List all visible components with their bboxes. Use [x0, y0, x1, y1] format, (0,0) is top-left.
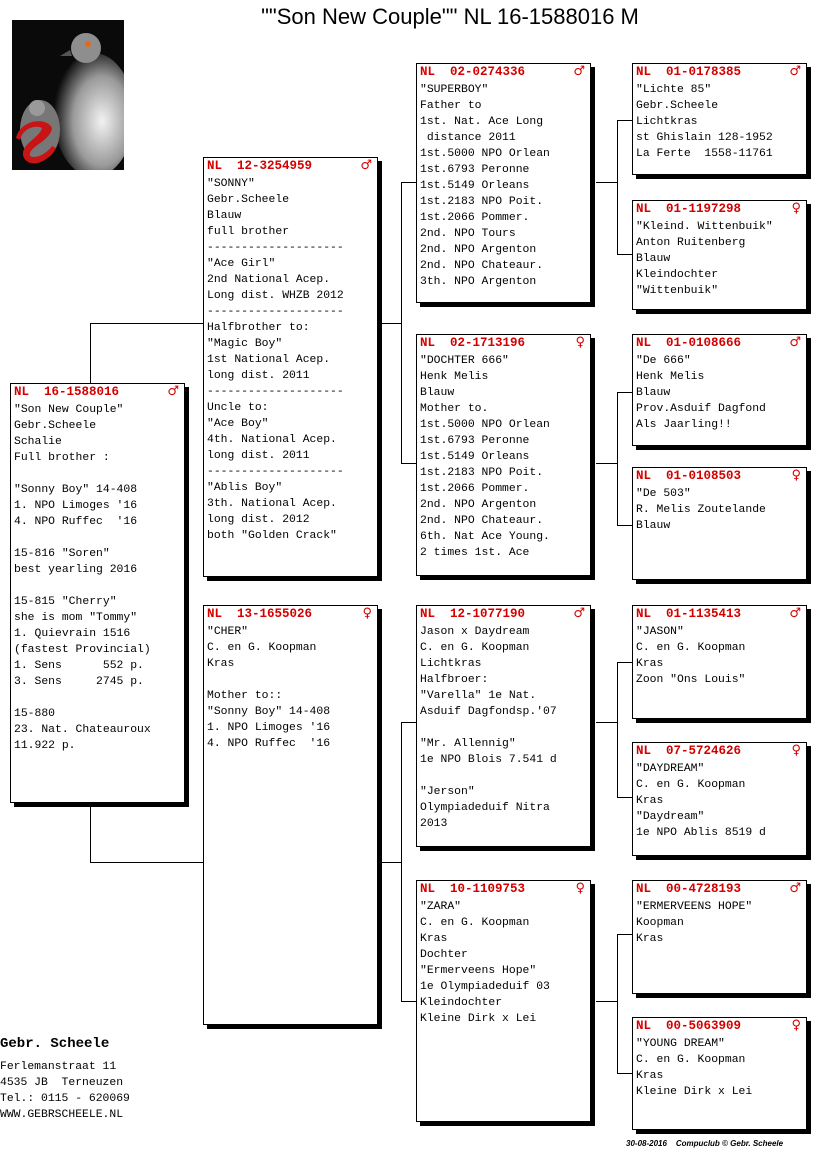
- info-line: Zoon "Ons Louis": [636, 674, 746, 686]
- info-line: 1st.6793 Peronne: [420, 164, 530, 176]
- info-line: [420, 720, 590, 736]
- ring-number: NL 10-1109753: [420, 882, 526, 896]
- info-line: 1st.5000 NPO Orlean: [420, 148, 550, 160]
- info-line: both "Golden Crack": [207, 530, 337, 542]
- info-line: 2nd. NPO Chateaur.: [420, 260, 544, 272]
- info-line: 4. NPO Ruffec '16: [14, 516, 138, 528]
- connector-line: [617, 1073, 633, 1074]
- male-icon: ♂: [789, 606, 801, 621]
- connector-line: [90, 323, 91, 383]
- connector-line: [380, 323, 401, 324]
- ring-number: NL 13-1655026: [207, 607, 313, 621]
- breeder-address: Ferlemanstraat 11: [0, 1061, 117, 1073]
- info-line: 1e NPO Ablis 8519 d: [636, 827, 766, 839]
- info-line: 6th. Nat Ace Young.: [420, 531, 550, 543]
- pigeon-card-mf-mother: [632, 742, 807, 856]
- pigeon-card-ff-mother: [632, 200, 807, 310]
- ring-number: NL 00-4728193: [636, 882, 742, 896]
- info-line: distance 2011: [420, 132, 516, 144]
- info-line: "De 666": [636, 355, 691, 367]
- info-line: "Lichte 85": [636, 84, 712, 96]
- info-line: (fastest Provincial): [14, 644, 151, 656]
- info-line: 1st.2066 Pommer.: [420, 212, 530, 224]
- connector-line: [596, 463, 617, 464]
- info-line: "ERMERVEENS HOPE": [636, 901, 753, 913]
- connector-line: [617, 797, 633, 798]
- connector-line: [90, 862, 204, 863]
- info-line: [14, 578, 184, 594]
- info-line: Kras: [420, 933, 448, 945]
- info-line: "Daydream": [636, 811, 705, 823]
- pigeon-card-father-father: [416, 63, 591, 303]
- info-line: Blauw: [207, 210, 242, 222]
- info-line: Kras: [207, 658, 235, 670]
- info-line: 3th. National Acep.: [207, 498, 337, 510]
- info-line: "Wittenbuik": [636, 285, 719, 297]
- info-line: Uncle to:: [207, 402, 269, 414]
- pigeon-info: [11, 400, 184, 754]
- breeder-phone: Tel.: 0115 - 620069: [0, 1093, 130, 1105]
- pigeon-info: [417, 80, 590, 290]
- pigeon-info: [633, 484, 806, 534]
- connector-line: [401, 182, 402, 464]
- pigeon-info: [417, 351, 590, 561]
- connector-line: [596, 1001, 617, 1002]
- info-line: 15-880: [14, 708, 56, 720]
- connector-line: [617, 120, 633, 121]
- info-line: 2nd. NPO Argenton: [420, 244, 537, 256]
- info-line: C. en G. Koopman: [420, 642, 530, 654]
- ring-number: NL 01-1135413: [636, 607, 742, 621]
- female-icon: ♀: [791, 201, 801, 216]
- info-line: "Jerson": [420, 786, 475, 798]
- pigeon-info: [633, 80, 806, 162]
- info-line: Dochter: [420, 949, 468, 961]
- info-line: 15-816 "Soren": [14, 548, 110, 560]
- info-line: Kleine Dirk x Lei: [636, 1086, 753, 1098]
- info-line: 1st.5149 Orleans: [420, 451, 530, 463]
- info-line: [207, 672, 377, 688]
- info-line: Prov.Asduif Dagfond: [636, 403, 766, 415]
- connector-line: [596, 182, 617, 183]
- info-line: 15-815 "Cherry": [14, 596, 117, 608]
- connector-line: [617, 254, 633, 255]
- info-line: [14, 466, 184, 482]
- info-line: 4. NPO Ruffec '16: [207, 738, 331, 750]
- info-line: 1st.2183 NPO Poit.: [420, 467, 544, 479]
- pigeon-card-mf-father: [632, 605, 807, 719]
- pigeon-info: [633, 622, 806, 688]
- info-line: 2nd. NPO Argenton: [420, 499, 537, 511]
- male-icon: ♂: [789, 335, 801, 350]
- info-line: Jason x Daydream: [420, 626, 530, 638]
- info-line: C. en G. Koopman: [636, 1054, 746, 1066]
- connector-line: [401, 1001, 417, 1002]
- ring-number: NL 01-0178385: [636, 65, 742, 79]
- female-icon: ♀: [575, 335, 585, 350]
- info-line: Mother to::: [207, 690, 283, 702]
- female-icon: ♀: [791, 468, 801, 483]
- info-line: 1e Olympiadeduif 03: [420, 981, 550, 993]
- info-line: 2nd. NPO Chateaur.: [420, 515, 544, 527]
- info-line: "Ermerveens Hope": [420, 965, 537, 977]
- pigeon-card-mm-father: [632, 880, 807, 994]
- info-line: "SUPERBOY": [420, 84, 489, 96]
- info-line: "Varella" 1e Nat.: [420, 690, 537, 702]
- info-line: C. en G. Koopman: [636, 779, 746, 791]
- pigeon-logo: [12, 20, 124, 170]
- male-icon: ♂: [573, 606, 585, 621]
- female-icon: ♀: [791, 743, 801, 758]
- breeder-city: 4535 JB Terneuzen: [0, 1077, 124, 1089]
- info-line: "ZARA": [420, 901, 462, 913]
- info-line: Kras: [636, 1070, 664, 1082]
- pigeon-card-fm-mother: [632, 467, 807, 580]
- connector-line: [401, 722, 402, 1002]
- male-icon: ♂: [789, 64, 801, 79]
- male-icon: ♂: [360, 158, 372, 173]
- info-line: Mother to.: [420, 403, 489, 415]
- info-line: 1. Sens 552 p.: [14, 660, 144, 672]
- pigeon-card-main: [10, 383, 185, 803]
- male-icon: ♂: [789, 881, 801, 896]
- info-line: R. Melis Zoutelande: [636, 504, 766, 516]
- info-line: Kleindochter: [420, 997, 503, 1009]
- pigeon-card-mm-mother: [632, 1017, 807, 1130]
- info-line: "YOUNG DREAM": [636, 1038, 725, 1050]
- info-line: Blauw: [420, 387, 455, 399]
- info-line: "Ace Girl": [207, 258, 276, 270]
- info-line: 1. NPO Limoges '16: [207, 722, 331, 734]
- ring-number: NL 01-0108666: [636, 336, 742, 350]
- info-line: Full brother :: [14, 452, 110, 464]
- info-line: 1st. Nat. Ace Long: [420, 116, 544, 128]
- ring-number: NL 01-1197298: [636, 202, 742, 216]
- male-icon: ♂: [167, 384, 179, 399]
- info-line: 1. NPO Limoges '16: [14, 500, 138, 512]
- info-line: long dist. 2011: [207, 450, 310, 462]
- info-line: Anton Ruitenberg: [636, 237, 746, 249]
- info-line: long dist. 2011: [207, 370, 310, 382]
- ring-number: NL 07-5724626: [636, 744, 742, 758]
- pigeon-card-fm-father: [632, 334, 807, 446]
- female-icon: ♀: [362, 606, 372, 621]
- connector-line: [617, 662, 618, 798]
- info-line: 2nd National Acep.: [207, 274, 331, 286]
- connector-line: [401, 722, 417, 723]
- info-line: Henk Melis: [420, 371, 489, 383]
- info-line: 1. Quievrain 1516: [14, 628, 131, 640]
- info-line: 1st.5000 NPO Orlean: [420, 419, 550, 431]
- page-title: ""Son New Couple"" NL 16-1588016 M: [261, 4, 639, 29]
- ring-number: NL 02-0274336: [420, 65, 526, 79]
- info-line: Blauw: [636, 520, 671, 532]
- ring-number: NL 02-1713196: [420, 336, 526, 350]
- info-line: Schalie: [14, 436, 62, 448]
- pigeon-info: [204, 174, 377, 544]
- breeder-name: Gebr. Scheele: [0, 1036, 110, 1052]
- info-line: 2013: [420, 818, 448, 830]
- pigeon-card-mother: [203, 605, 378, 1025]
- pigeon-card-mother-mother: [416, 880, 591, 1122]
- pigeon-info: [633, 351, 806, 433]
- info-line: Henk Melis: [636, 371, 705, 383]
- info-line: "Sonny Boy" 14-408: [14, 484, 138, 496]
- breeder-website[interactable]: WWW.GEBRSCHEELE.NL: [0, 1109, 124, 1121]
- pigeon-info: [633, 897, 806, 947]
- info-line: Father to: [420, 100, 482, 112]
- info-line: "Sonny Boy" 14-408: [207, 706, 331, 718]
- pigeon-card-mother-father: [416, 605, 591, 847]
- pigeon-card-ff-father: [632, 63, 807, 175]
- info-line: --------------------: [207, 466, 344, 478]
- ring-number: NL 12-1077190: [420, 607, 526, 621]
- info-line: Gebr.Scheele: [14, 420, 97, 432]
- info-line: "Magic Boy": [207, 338, 283, 350]
- pigeon-info: [417, 622, 590, 832]
- connector-line: [596, 722, 617, 723]
- info-line: 1st.2183 NPO Poit.: [420, 196, 544, 208]
- info-line: she is mom "Tommy": [14, 612, 138, 624]
- ring-number: NL 12-3254959: [207, 159, 313, 173]
- print-credit: 30-08-2016 Compuclub © Gebr. Scheele: [626, 1139, 784, 1148]
- info-line: "Kleind. Wittenbuik": [636, 221, 773, 233]
- info-line: Halfbroer:: [420, 674, 489, 686]
- info-line: Blauw: [636, 253, 671, 265]
- info-line: Lichtkras: [420, 658, 482, 670]
- pigeon-card-father: [203, 157, 378, 577]
- info-line: 2nd. NPO Tours: [420, 228, 516, 240]
- connector-line: [617, 934, 618, 1074]
- info-line: 3. Sens 2745 p.: [14, 676, 144, 688]
- info-line: C. en G. Koopman: [636, 642, 746, 654]
- info-line: Long dist. WHZB 2012: [207, 290, 344, 302]
- connector-line: [617, 525, 633, 526]
- info-line: 4th. National Acep.: [207, 434, 337, 446]
- info-line: 23. Nat. Chateauroux: [14, 724, 151, 736]
- info-line: 2 times 1st. Ace: [420, 547, 530, 559]
- connector-line: [380, 862, 401, 863]
- info-line: 1st.6793 Peronne: [420, 435, 530, 447]
- connector-line: [401, 463, 417, 464]
- info-line: 1st.5149 Orleans: [420, 180, 530, 192]
- info-line: "DOCHTER 666": [420, 355, 509, 367]
- info-line: --------------------: [207, 306, 344, 318]
- connector-line: [401, 182, 417, 183]
- info-line: "Ace Boy": [207, 418, 269, 430]
- info-line: --------------------: [207, 242, 344, 254]
- connector-line: [617, 392, 633, 393]
- info-line: Asduif Dagfondsp.'07: [420, 706, 557, 718]
- connector-line: [90, 323, 204, 324]
- pigeon-card-father-mother: [416, 334, 591, 576]
- info-line: [14, 530, 184, 546]
- female-icon: ♀: [791, 1018, 801, 1033]
- info-line: Blauw: [636, 387, 671, 399]
- info-line: La Ferte 1558-11761: [636, 148, 773, 160]
- info-line: Olympiadeduif Nitra: [420, 802, 550, 814]
- info-line: st Ghislain 128-1952: [636, 132, 773, 144]
- info-line: "SONNY": [207, 178, 255, 190]
- connector-line: [617, 662, 633, 663]
- pigeon-info: [633, 1034, 806, 1100]
- info-line: "DAYDREAM": [636, 763, 705, 775]
- info-line: Koopman: [636, 917, 684, 929]
- info-line: 1st National Acep.: [207, 354, 331, 366]
- info-line: "CHER": [207, 626, 249, 638]
- info-line: [14, 690, 184, 706]
- connector-line: [617, 392, 618, 526]
- info-line: best yearling 2016: [14, 564, 138, 576]
- male-icon: ♂: [573, 64, 585, 79]
- info-line: Gebr.Scheele: [636, 100, 719, 112]
- pigeon-info: [417, 897, 590, 1027]
- info-line: "De 503": [636, 488, 691, 500]
- info-line: Halfbrother to:: [207, 322, 310, 334]
- info-line: Lichtkras: [636, 116, 698, 128]
- info-line: "Ablis Boy": [207, 482, 283, 494]
- info-line: --------------------: [207, 386, 344, 398]
- info-line: "Son New Couple": [14, 404, 124, 416]
- connector-line: [617, 934, 633, 935]
- connector-line: [90, 803, 91, 863]
- info-line: 1e NPO Blois 7.541 d: [420, 754, 557, 766]
- ring-number: NL 01-0108503: [636, 469, 742, 483]
- info-line: Kleindochter: [636, 269, 719, 281]
- info-line: [420, 768, 590, 784]
- info-line: "Mr. Allennig": [420, 738, 516, 750]
- ring-number: NL 16-1588016: [14, 385, 120, 399]
- info-line: C. en G. Koopman: [420, 917, 530, 929]
- info-line: Kleine Dirk x Lei: [420, 1013, 537, 1025]
- info-line: 1st.2066 Pommer.: [420, 483, 530, 495]
- info-line: Kras: [636, 795, 664, 807]
- info-line: long dist. 2012: [207, 514, 310, 526]
- ring-number: NL 00-5063909: [636, 1019, 742, 1033]
- pigeon-info: [633, 759, 806, 841]
- info-line: C. en G. Koopman: [207, 642, 317, 654]
- info-line: 11.922 p.: [14, 740, 76, 752]
- info-line: Gebr.Scheele: [207, 194, 290, 206]
- info-line: full brother: [207, 226, 290, 238]
- pigeon-info: [204, 622, 377, 752]
- female-icon: ♀: [575, 881, 585, 896]
- connector-line: [617, 120, 618, 254]
- pigeon-info: [633, 217, 806, 299]
- info-line: Als Jaarling!!: [636, 419, 732, 431]
- info-line: Kras: [636, 658, 664, 670]
- info-line: Kras: [636, 933, 664, 945]
- info-line: 3th. NPO Argenton: [420, 276, 537, 288]
- info-line: "JASON": [636, 626, 684, 638]
